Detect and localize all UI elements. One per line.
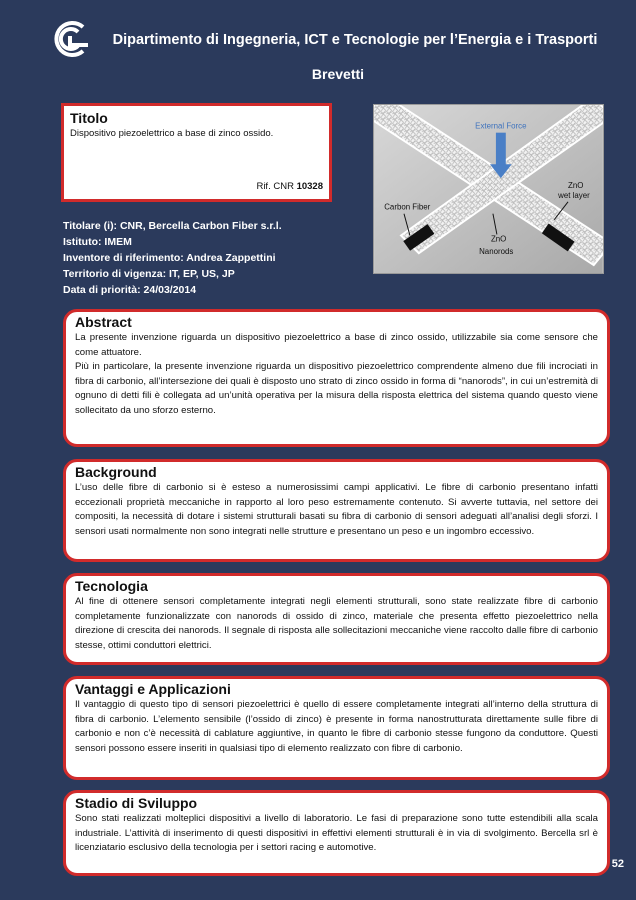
- background-text: L’uso delle fibre di carbonio si è esteso a numerosissimi campi applicativi. Le fibre di carbonio presentano infatti eccezionali proprietà meccaniche in rapporto al loro peso estremamente contenuto. Si avverte tuttavia, nel settore dei compositi, la necessità di dotare i sistemi strutturali basati su fibra di carbonio di sensori adeguati all’analisi degli sforzi. I sensori usati normalmente non sono integrati nelle strutture e presentano un peso e un ingombro eccessivo.: [75, 482, 598, 537]
- reference-number: [256, 181, 323, 192]
- meta-data-priorita: Data di priorità: 24/03/2014: [63, 284, 197, 296]
- zno-nanorods-label-1: ZnO: [490, 234, 507, 244]
- carbon-fiber-label: Carbon Fiber: [384, 202, 431, 212]
- force-arrow-shaft: [496, 133, 506, 167]
- stadio-heading: Stadio di Sviluppo: [75, 795, 198, 811]
- titolo-heading: Titolo: [70, 110, 108, 126]
- zno-nanorods-label-2: Nanorods: [479, 247, 514, 257]
- zno-wet-layer-label-2: wet layer: [558, 190, 590, 200]
- tecnologia-text: Al fine di ottenere sensori completamente integrati negli elementi strutturali, sono state realizzate fibre di carbonio completamente funzionalizzate con nanorods di ossido di zinco, materiale che presenta effetto piezoelettrico nella direzione di crescita dei nanorods. Il segnale di risposta alle sollecitazioni meccaniche viene raccolto dalle fibre di carbonio stesse, ottimi conduttori elettrici.: [75, 596, 598, 651]
- zno-wet-layer-label-1: ZnO: [568, 181, 584, 191]
- abstract-paragraph-2: Più in particolare, la presente invenzione riguarda un dispositivo piezoelettrico comprendente almeno due fili incrociati in fibra di carbonio, all’intersezione dei quali è disposto uno strato di zinco ossido in forma di “nanorods”, in cui un’estremità di ognuno di detti fili è collegata ad un’unità operativa per la misura della risposta elettrica del sistema quando questo viene sollecitato da uno sforzo esterno.: [75, 361, 598, 416]
- piezo-device-figure: [373, 104, 604, 274]
- page-number: 52: [611, 858, 624, 870]
- background-box: [63, 459, 610, 562]
- cnr-logo-icon: [48, 18, 90, 60]
- tecnologia-heading: Tecnologia: [75, 578, 148, 594]
- meta-inventore: Inventore di riferimento: Andrea Zappettini: [63, 252, 276, 264]
- abstract-paragraph-1: La presente invenzione riguarda un dispositivo piezoelettrico a base di zinco ossido, utilizzabile sia come sensore che come attuatore.: [75, 332, 598, 358]
- meta-titolare: Titolare (i): CNR, Bercella Carbon Fiber s.r.l.: [63, 220, 282, 232]
- vantaggi-heading: Vantaggi e Applicazioni: [75, 681, 231, 697]
- tecnologia-box: [63, 573, 610, 665]
- stadio-box: [63, 790, 610, 876]
- vantaggi-box: [63, 676, 610, 780]
- meta-territorio: Territorio di vigenza: IT, EP, US, JP: [63, 268, 235, 280]
- patent-metadata: [63, 218, 282, 298]
- abstract-heading: Abstract: [75, 314, 132, 330]
- abstract-box: [63, 309, 610, 447]
- vantaggi-text: Il vantaggio di questo tipo di sensori piezoelettrici è quello di essere completamente integrati all’interno della struttura di fibra di carbonio. L’elemento sensibile (l’ossido di zinco) è presente in forma nanostrutturata direttamente sulle fibre di carbonio e non c’è necessità di cablature aggiuntive, in quanto le fibre di carbonio stesse fungono da conduttore. Questi sensori possono essere inseriti in qualsiasi tipo di elemento realizzato con fibre di carbonio.: [75, 699, 598, 754]
- department-title: Dipartimento di Ingegneria, ICT e Tecnologie per l’Energia e i Trasporti: [112, 32, 598, 48]
- section-title: Brevetti: [311, 66, 365, 82]
- titolo-description: Dispositivo piezoelettrico a base di zinco ossido.: [70, 128, 274, 139]
- background-heading: Background: [75, 464, 157, 480]
- reference-value: 10328: [296, 181, 323, 192]
- meta-istituto: Istituto: IMEM: [63, 236, 132, 248]
- external-force-label: External Force: [475, 121, 527, 131]
- stadio-text: Sono stati realizzati molteplici dispositivi a livello di laboratorio. Le fasi di preparazione sono tutte estendibili alla scala industriale. L’attività di inserimento di questi dispositivi in effettivi elementi strutturali è in via di svolgimento. Bercella srl è licenziatario esclusivo della tecnologia per i settori racing e automotive.: [75, 813, 598, 854]
- titolo-box: [61, 103, 332, 202]
- reference-prefix: Rif. CNR: [256, 181, 294, 192]
